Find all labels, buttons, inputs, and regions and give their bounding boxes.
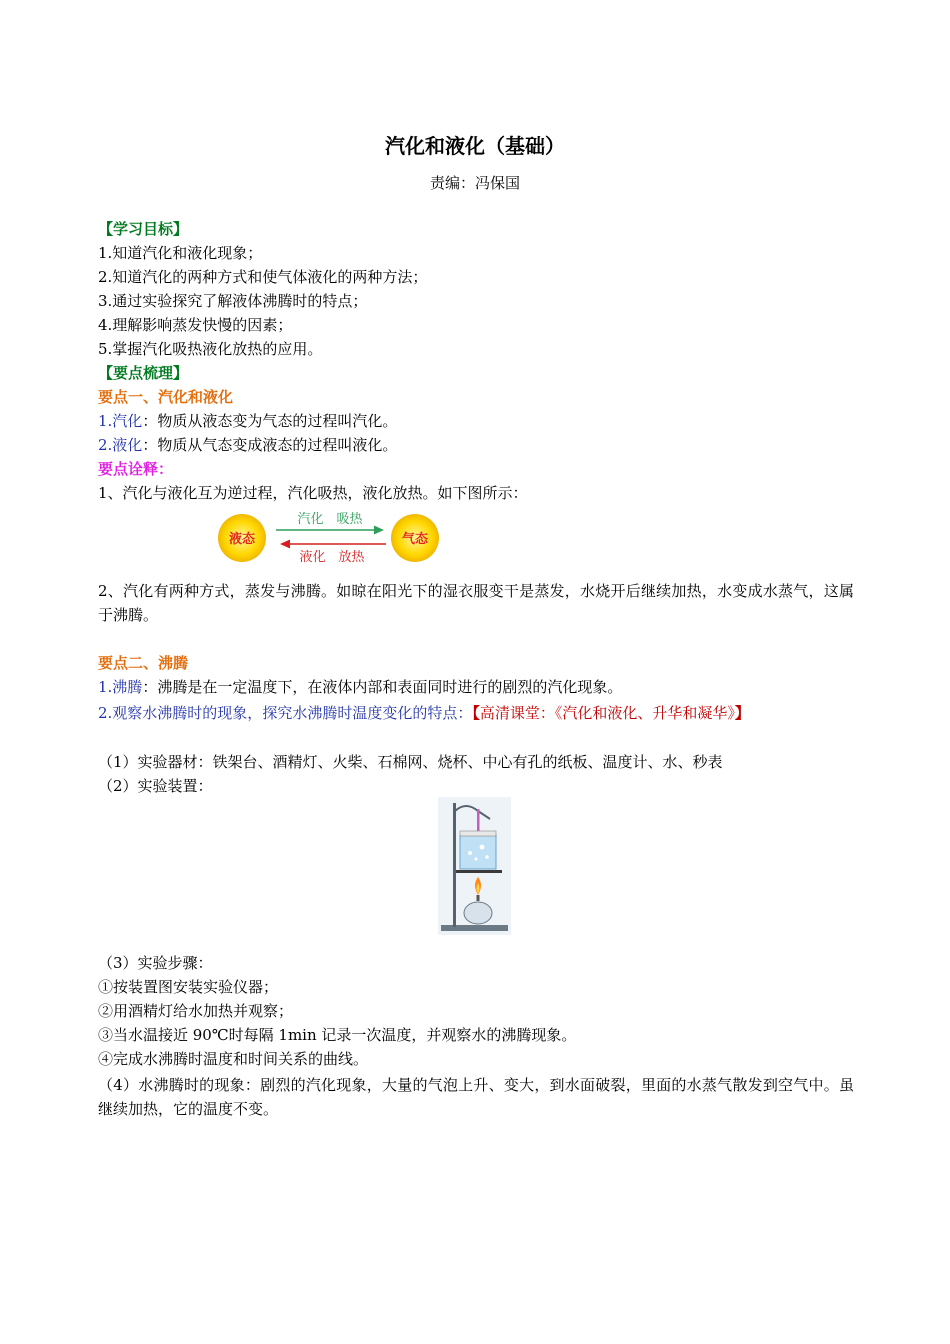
steps-heading: （3）实验步骤： xyxy=(98,954,213,972)
beaker xyxy=(460,835,496,869)
phase-change-diagram xyxy=(214,508,444,570)
definition-liquefaction xyxy=(98,433,397,457)
goal-item: 2.知道汽化的两种方式和使气体液化的两种方法； xyxy=(98,268,428,286)
goal-item: 4.理解影响蒸发快慢的因素； xyxy=(98,316,293,334)
stand-rod xyxy=(453,803,456,927)
summary-heading: 【要点梳理】 xyxy=(98,364,189,382)
definition-term: 1.沸腾 xyxy=(98,678,143,696)
step-item: ④完成水沸腾时温度和时间关系的曲线。 xyxy=(98,1050,369,1068)
editor-line: 责编：冯保国 xyxy=(429,174,520,192)
stand-base xyxy=(441,925,508,931)
observation-line xyxy=(98,701,854,725)
definition-term: 2.液化 xyxy=(98,436,143,454)
hd-class-link[interactable]: 高清课堂：《汽化和液化、升华和凝华》 xyxy=(479,704,735,722)
definition-term: 1.汽化 xyxy=(98,412,143,430)
setup-line: （2）实验装置： xyxy=(98,777,213,795)
phenomenon-paragraph: （4）水沸腾时的现象：剧烈的汽化现象，大量的气泡上升、变大，到水面破裂，里面的水蒸气散发到空气中。虽继续加热，它的温度不变。 xyxy=(98,1076,854,1118)
alcohol-lamp xyxy=(464,902,492,924)
vaporize-arrow-head xyxy=(374,526,384,535)
goal-item: 3.通过实验探究了解液体沸腾时的特点； xyxy=(98,292,368,310)
liquefy-release-label: 液化 放热 xyxy=(299,550,365,565)
goal-item: 1.知道汽化和液化现象； xyxy=(98,244,263,262)
materials-line: （1）实验器材：铁架台、酒精灯、火柴、石棉网、烧杯、中心有孔的纸板、温度计、水、秒表 xyxy=(98,753,723,771)
liquefy-arrow-head xyxy=(280,540,290,549)
point2-heading: 要点二、沸腾 xyxy=(98,654,189,672)
note-2: 2、汽化有两种方式，蒸发与沸腾。如晾在阳光下的湿衣服变干是蒸发，水烧开后继续加热，水变成水蒸气，这属于沸腾。 xyxy=(98,582,854,624)
bubble xyxy=(485,855,489,859)
definition-text: ：沸腾是在一定温度下，在液体内部和表面同时进行的剧烈的汽化现象。 xyxy=(142,678,623,696)
bracket-close: 】 xyxy=(734,704,750,722)
cardboard-lid xyxy=(460,831,496,836)
notes-heading: 要点诠释： xyxy=(98,460,174,478)
note-1: 1、汽化与液化互为逆过程，汽化吸热，液化放热。如下图所示： xyxy=(98,484,528,502)
boiling-apparatus-image xyxy=(438,797,511,935)
goals-heading: 【学习目标】 xyxy=(98,220,189,238)
gas-state-label: 气态 xyxy=(401,532,429,547)
asbestos-gauze xyxy=(456,870,502,873)
goal-item: 5.掌握汽化吸热液化放热的应用。 xyxy=(98,340,323,358)
point1-heading: 要点一、汽化和液化 xyxy=(98,388,234,406)
definition-text: ：物质从气态变成液态的过程叫液化。 xyxy=(142,436,398,454)
definition-boiling xyxy=(98,675,622,699)
bubble xyxy=(468,851,472,855)
step-item: ①按装置图安装实验仪器； xyxy=(98,978,279,996)
bubble xyxy=(480,845,485,850)
step-item: ③当水温接近 90℃时每隔 1min 记录一次温度，并观察水的沸腾现象。 xyxy=(98,1026,577,1044)
bubble xyxy=(474,857,477,860)
definition-text: ：物质从液态变为气态的过程叫汽化。 xyxy=(142,412,398,430)
bracket-open: 【 xyxy=(472,704,480,722)
liquid-state-label: 液态 xyxy=(228,532,256,547)
observation-term: 2.观察水沸腾时的现象，探究水沸腾时温度变化的特点： xyxy=(98,704,473,722)
step-item: ②用酒精灯给水加热并观察； xyxy=(98,1002,294,1020)
vaporize-absorb-label: 汽化 吸热 xyxy=(297,512,363,527)
definition-vaporization xyxy=(98,409,397,433)
page-title: 汽化和液化（基础） xyxy=(385,134,565,158)
lamp-wick xyxy=(477,895,480,901)
